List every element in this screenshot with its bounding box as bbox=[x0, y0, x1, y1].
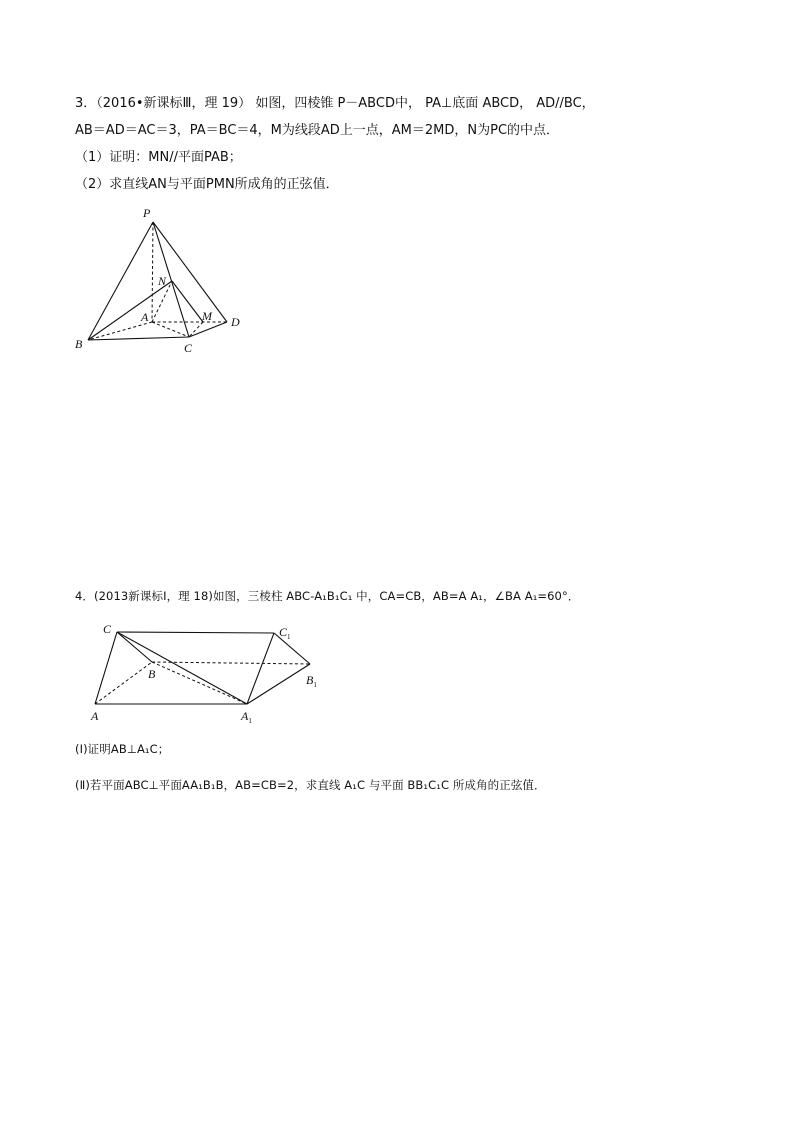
label-N: N bbox=[158, 274, 167, 288]
segment-BA1 bbox=[152, 662, 247, 704]
edge-CB bbox=[117, 632, 152, 662]
problem3-stem-part1: 如图，四棱锥 P－ABCD中， PA⊥底面 ABCD， AD//BC， bbox=[255, 96, 595, 111]
problem4-stem: 如图，三棱柱 ABC-A₁B₁C₁ 中，CA=CB，AB=A A₁，∠BA A₁=60°． bbox=[212, 589, 580, 603]
label-C1: $C_1$ bbox=[279, 625, 291, 641]
problem3-source: （2016•新课标Ⅲ，理 19） bbox=[96, 96, 252, 111]
problem4-question2: (Ⅱ)若平面ABC⊥平面AA₁B₁B，AB=CB=2，求直线 A₁C 与平面 BB₁C₁C 所成角的正弦值． bbox=[75, 778, 546, 792]
edge-CC1 bbox=[117, 632, 274, 633]
label-B: B bbox=[75, 337, 83, 351]
label-C: C bbox=[103, 622, 112, 636]
edge-BB1 bbox=[152, 662, 310, 664]
label-C: C bbox=[184, 341, 193, 355]
problem3-question1: （1）证明：MN//平面PAB； bbox=[75, 150, 242, 165]
label-D: D bbox=[231, 315, 240, 329]
edge-C1A1 bbox=[247, 633, 274, 704]
problem4-question1: (Ⅰ)证明AB⊥A₁C； bbox=[75, 742, 170, 756]
label-P: P bbox=[143, 206, 151, 220]
edge-CA bbox=[95, 632, 117, 704]
label-B: B bbox=[148, 667, 156, 681]
problem3-stem-part2: AB＝AD＝AC＝3，PA＝BC＝4，M为线段AD上一点，AM＝2MD，N为PC的中点． bbox=[75, 123, 560, 138]
diagonal-CA1 bbox=[117, 632, 247, 704]
edge-B1A1 bbox=[247, 664, 310, 704]
edge-AB bbox=[95, 662, 152, 704]
problem4-source: (2013新课标Ⅰ，理 18) bbox=[94, 589, 213, 603]
problem3-number: 3． bbox=[75, 96, 97, 111]
problem3-question2: （2）求直线AN与平面PMN所成角的正弦值． bbox=[75, 177, 339, 192]
label-A: A bbox=[141, 310, 149, 324]
label-A: A bbox=[91, 709, 99, 723]
problem4-number: 4． bbox=[75, 589, 95, 603]
label-M: M bbox=[202, 309, 212, 323]
label-A1: $A_1$ bbox=[241, 709, 252, 725]
label-B1: $B_1$ bbox=[306, 673, 317, 689]
